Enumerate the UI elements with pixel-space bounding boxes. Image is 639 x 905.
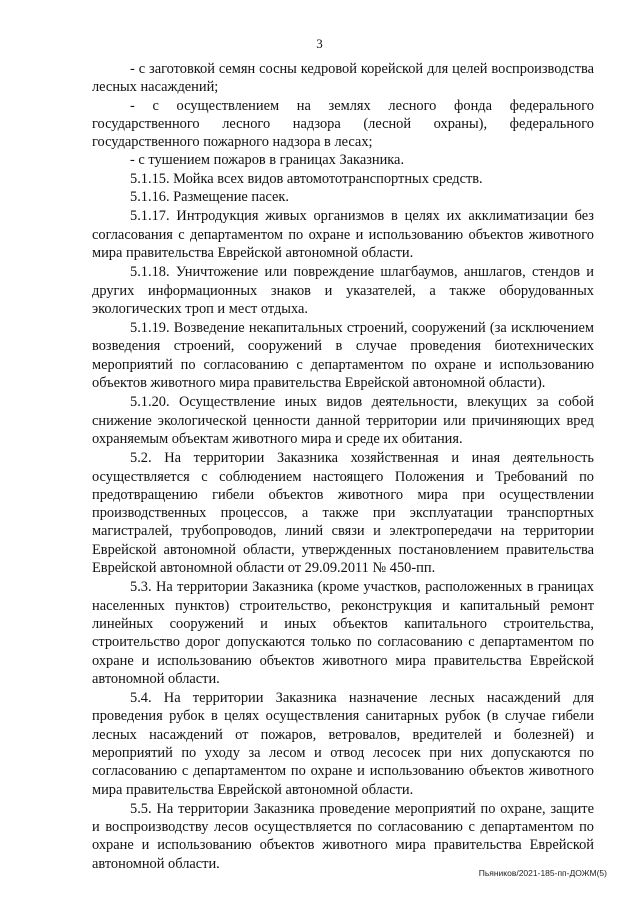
- paragraph-5-1-18: 5.1.18. Уничтожение или повреждение шлагбаумов, аншлагов, стендов и других информационных знаков и указателей, а также оборудованных экологических троп и мест отдыха.: [92, 264, 594, 317]
- paragraph-5-1-16: 5.1.16. Размещение пасек.: [130, 189, 290, 206]
- paragraph-5-3: 5.3. На территории Заказника (кроме участков, расположенных в границах населенных пунктов) строительство, реконструкция и капитальный ремонт линейных сооружений и иных объектов капитального строительства, строительство дорог допускаются только по согласованию с департаментом по охране и использованию объектов животного мира правительства Еврейской автономной области.: [92, 579, 594, 687]
- document-footer-code: Пьяников/2021-185-пп-ДОЖМ(5): [478, 868, 607, 878]
- page-number: 3: [316, 36, 323, 51]
- paragraph-5-2: 5.2. На территории Заказника хозяйственная и иная деятельность осуществляется с соблюдением настоящего Положения и Требований по предотвращению гибели объектов животного мира при осуществлении производственных процессов, а также при эксплуатации транспортных магистралей, трубопроводов, линий связи и электропередачи на территории Еврейской автономной области, утвержденных постановлением правительства Еврейской автономной области от 29.09.2011 № 450-пп.: [92, 450, 594, 577]
- paragraph-fire-extinguishing: - с тушением пожаров в границах Заказника.: [130, 152, 405, 169]
- document-body: [92, 60, 594, 873]
- paragraph-5-1-20: 5.1.20. Осуществление иных видов деятельности, влекущих за собой снижение экологической ценности данной территории или причиняющих вред охраняемым объектам животного мира и среде их обитания.: [92, 394, 594, 447]
- paragraph-5-5: 5.5. На территории Заказника проведение мероприятий по охране, защите и воспроизводству лесов осуществляется по согласованию с департаментом по охране и использованию объектов животного мира правительства Еврейской автономной области.: [92, 800, 594, 872]
- paragraph-5-1-15: 5.1.15. Мойка всех видов автомототранспортных средств.: [130, 170, 483, 187]
- paragraph-5-1-19: 5.1.19. Возведение некапитальных строений, сооружений (за исключением возведения строений, сооружений в случае проведения биотехнических мероприятий по согласованию с департаментом по охране и использованию объектов животного мира правительства Еврейской автономной области).: [92, 320, 594, 392]
- paragraph-seed-harvesting: - с заготовкой семян сосны кедровой корейской для целей воспроизводства лесных насаждений;: [92, 61, 594, 96]
- paragraph-5-4: 5.4. На территории Заказника назначение лесных насаждений для проведения рубок в целях осуществления санитарных рубок (в случае гибели лесных насаждений от пожаров, ветровалов, вредителей и болезней) и мероприятий по уходу за лесом и отвод лесосек при них допускаются по согласованию с департаментом по охране и использованию объектов животного мира правительства Еврейской автономной области.: [92, 690, 594, 798]
- paragraph-5-1-17: 5.1.17. Интродукция живых организмов в целях их акклиматизации без согласования с департаментом по охране и использованию объектов животного мира правительства Еврейской автономной области.: [92, 208, 594, 261]
- paragraph-forest-supervision: - с осуществлением на землях лесного фонда федерального государственного лесного надзора (лесной охраны), федерального государственного пожарного надзора в лесах;: [92, 97, 594, 151]
